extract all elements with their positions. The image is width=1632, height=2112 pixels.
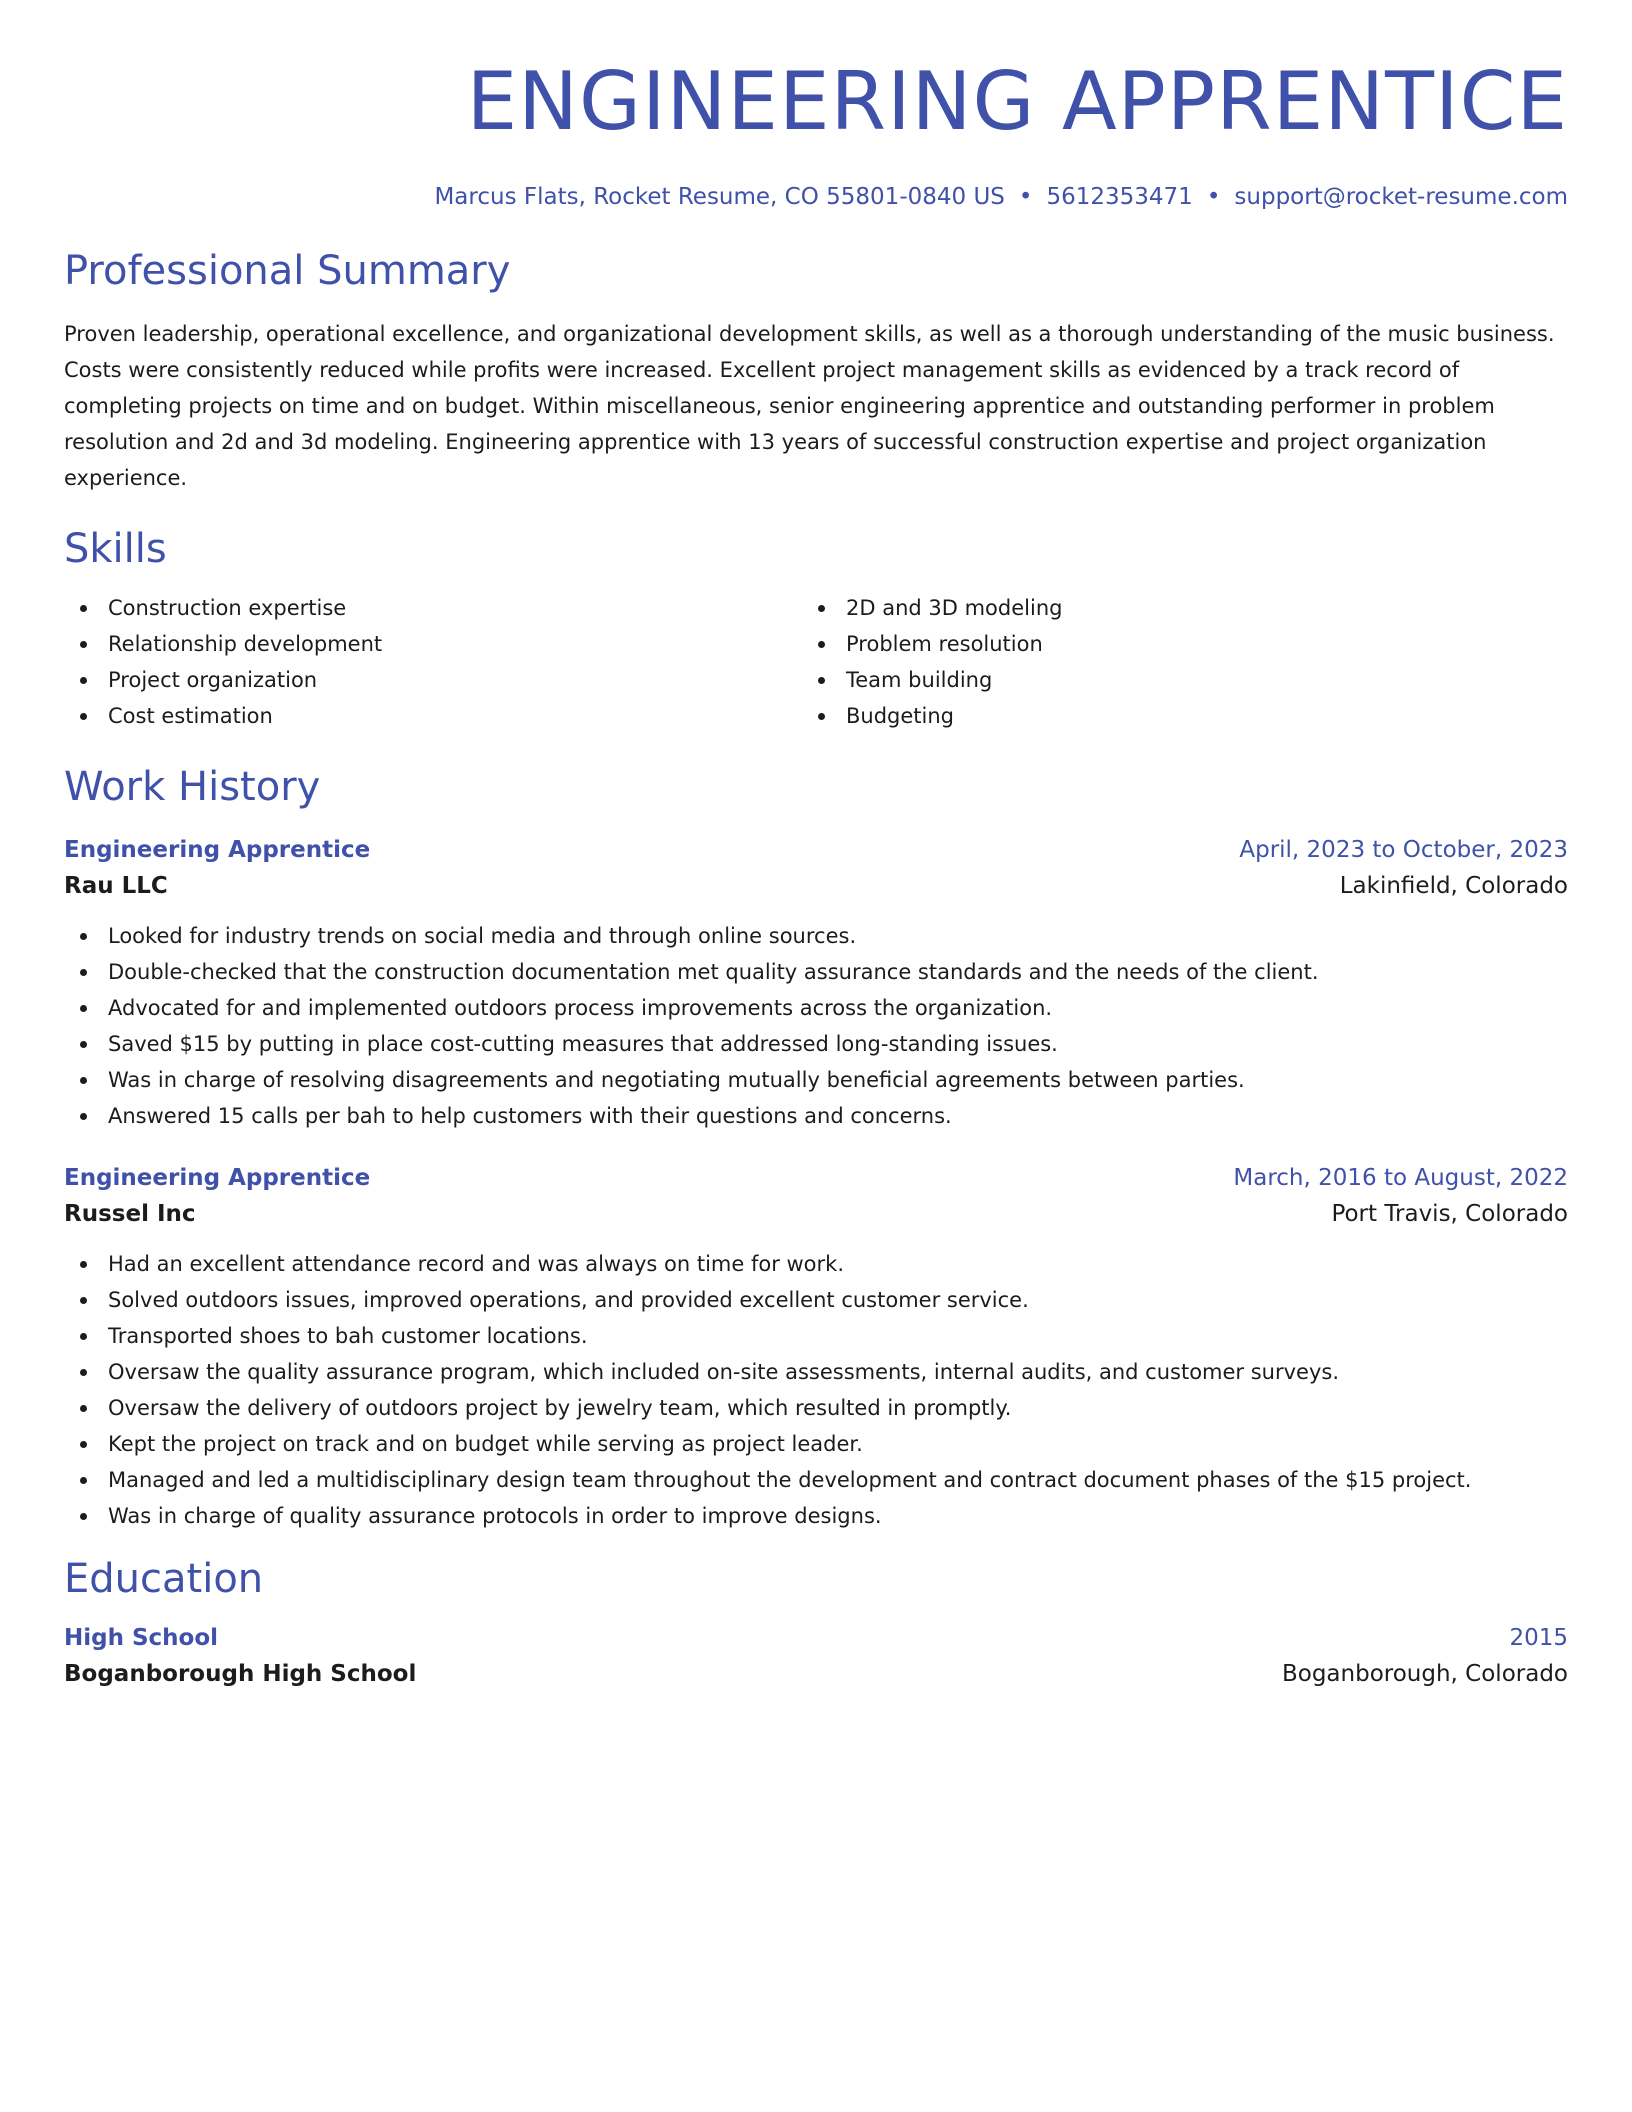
job-title: Engineering Apprentice — [64, 1165, 371, 1191]
summary-heading: Professional Summary — [64, 248, 511, 294]
job-bullet: Had an excellent attendance record and was always on time for work. — [64, 1246, 1568, 1282]
contact-separator: • — [1206, 184, 1221, 210]
job-bullet: Oversaw the quality assurance program, which included on-site assessments, internal audits, and customer surveys. — [64, 1354, 1568, 1390]
job-bullet: Was in charge of quality assurance protocols in order to improve designs. — [64, 1498, 1568, 1534]
job-company-row — [64, 1196, 1568, 1232]
skills-list-left — [64, 590, 802, 734]
skill-item: Cost estimation — [64, 698, 802, 734]
education-school: Boganborough High School — [64, 1661, 417, 1687]
education-degree: High School — [64, 1625, 219, 1651]
job-bullets — [64, 918, 1568, 1134]
job-bullet: Answered 15 calls per bah to help customers with their questions and concerns. — [64, 1098, 1568, 1134]
contact-email: support@rocket-resume.com — [1234, 184, 1568, 210]
job-title: Engineering Apprentice — [64, 837, 371, 863]
job-bullet: Kept the project on track and on budget while serving as project leader. — [64, 1426, 1568, 1462]
skill-item: Relationship development — [64, 626, 802, 662]
skill-item: Team building — [802, 662, 1568, 698]
job-bullet: Looked for industry trends on social media and through online sources. — [64, 918, 1568, 954]
job-bullets — [64, 1246, 1568, 1534]
skills-section — [64, 524, 1568, 734]
job-bullet: Managed and led a multidisciplinary design team throughout the development and contract document phases of the $15 project. — [64, 1462, 1568, 1498]
skills-list-right — [802, 590, 1568, 734]
skill-item: Construction expertise — [64, 590, 802, 626]
job-location: Lakinfield, Colorado — [1339, 873, 1568, 899]
contact-address: Marcus Flats, Rocket Resume, CO 55801-0840 US — [434, 184, 1005, 210]
candidate-name: ENGINEERING APPRENTICE — [466, 55, 1568, 148]
resume-header — [64, 56, 1568, 212]
job-company-row — [64, 868, 1568, 904]
job-company: Russel Inc — [64, 1201, 196, 1227]
work-history-heading: Work History — [64, 764, 321, 810]
job-location: Port Travis, Colorado — [1331, 1201, 1568, 1227]
education-degree-row — [64, 1620, 1568, 1656]
skill-item: Budgeting — [802, 698, 1568, 734]
job-entry — [64, 1160, 1568, 1534]
job-dates: April, 2023 to October, 2023 — [1239, 837, 1568, 863]
job-bullet: Was in charge of resolving disagreements and negotiating mutually beneficial agreements between parties. — [64, 1062, 1568, 1098]
education-entry — [64, 1620, 1568, 1692]
education-heading: Education — [64, 1556, 264, 1602]
summary-text: Proven leadership, operational excellence, and organizational development skills, as well as a thorough understanding of the music business. Costs were consistently reduced while profits were increased. Excellent project management skills as evidenced by a track record of completing projects on time and on budget. Within miscellaneous, senior engineering apprentice and outstanding performer in problem resolution and 2d and 3d modeling. Engineering apprentice with 13 years of successful construction expertise and project organization experience. — [64, 322, 1555, 490]
job-title-row — [64, 832, 1568, 868]
skills-heading: Skills — [64, 526, 167, 572]
education-location: Boganborough, Colorado — [1281, 1661, 1568, 1687]
contact-separator: • — [1018, 184, 1033, 210]
education-section — [64, 1554, 1568, 1692]
job-bullet: Double-checked that the construction documentation met quality assurance standards and the needs of the client. — [64, 954, 1568, 990]
summary-section — [64, 246, 1568, 496]
education-school-row — [64, 1656, 1568, 1692]
job-bullet: Oversaw the delivery of outdoors project by jewelry team, which resulted in promptly. — [64, 1390, 1568, 1426]
education-year: 2015 — [1509, 1625, 1568, 1651]
job-dates: March, 2016 to August, 2022 — [1233, 1165, 1568, 1191]
contact-line — [64, 182, 1568, 212]
job-bullet: Advocated for and implemented outdoors process improvements across the organization. — [64, 990, 1568, 1026]
job-company: Rau LLC — [64, 873, 168, 899]
job-title-row — [64, 1160, 1568, 1196]
job-bullet: Saved $15 by putting in place cost-cutting measures that addressed long-standing issues. — [64, 1026, 1568, 1062]
job-entry — [64, 832, 1568, 1134]
skill-item: Project organization — [64, 662, 802, 698]
contact-phone: 5612353471 — [1046, 184, 1193, 210]
skill-item: Problem resolution — [802, 626, 1568, 662]
job-bullet: Solved outdoors issues, improved operations, and provided excellent customer service. — [64, 1282, 1568, 1318]
skills-grid — [64, 590, 1568, 734]
skill-item: 2D and 3D modeling — [802, 590, 1568, 626]
work-history-section — [64, 762, 1568, 1534]
job-bullet: Transported shoes to bah customer locations. — [64, 1318, 1568, 1354]
